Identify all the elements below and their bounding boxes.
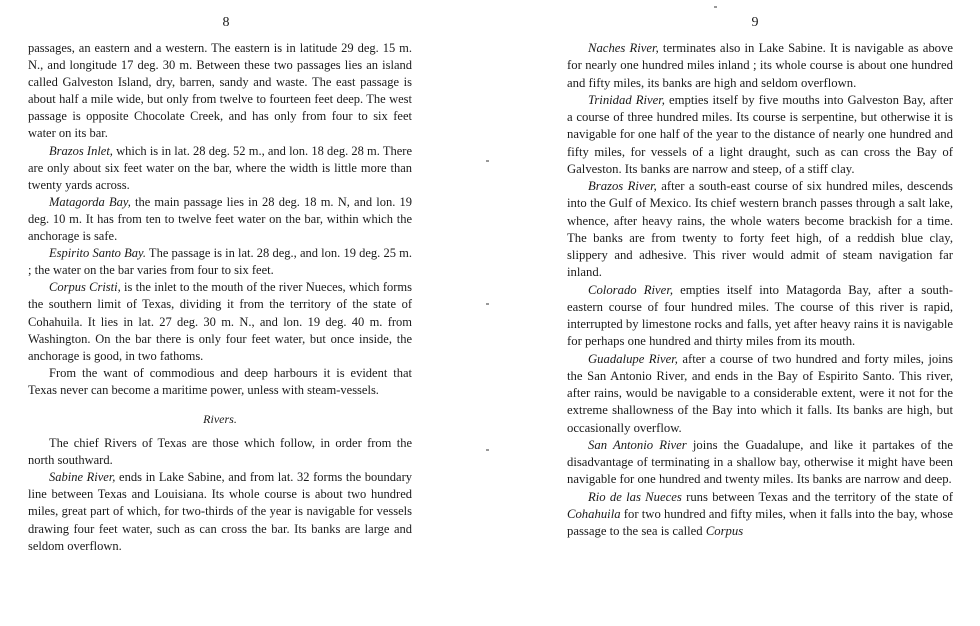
paragraph-text: after a south-east course of six hundred miles, descends into the Gulf of Mexico. Its chief western branch passes through a salt lake, whence, after heavy rains, the whole waters become brackish for a time. The banks are from twenty to forty feet high, of a reddish blue clay, slippery and adhesive. This river would admit of steam navigation far inland. — [567, 179, 953, 280]
paragraph-text: which is in lat. 28 deg. 52 m., and lon. 18 deg. 28 m. There are only about six feet water on the bar, where the width is little more than twenty yards across. — [28, 143, 412, 192]
gutter-speck — [486, 303, 489, 305]
river-name: Colorado River, — [588, 282, 674, 297]
place-name: Matagorda Bay, — [49, 194, 131, 209]
right-page — [490, 0, 980, 626]
paragraph-text: empties itself by five mouths into Galveston Bay, after a course of three hundred miles. Its course is serpentine, but otherwise it is navigable for one half of the year to the distance of nearly one hundred and fifty miles, for vessels of a light draught, such as can cross the Bay of Galveston. Its banks are narrow and steep, of a stiff clay. — [567, 92, 953, 176]
right-text-column — [567, 40, 953, 540]
river-name: Trinidad River, — [588, 92, 665, 107]
paragraph-brazos-inlet — [28, 143, 412, 194]
gutter-speck — [486, 160, 489, 162]
paragraph-rio-de-las-nueces — [567, 489, 953, 541]
left-text-column — [28, 40, 412, 555]
section-heading-rivers: Rivers. — [203, 411, 237, 426]
paragraph-colorado-river — [567, 282, 953, 351]
page-number-left: 8 — [222, 15, 230, 30]
river-name: San Antonio River — [588, 437, 687, 452]
paragraph-matagorda-bay — [28, 194, 412, 245]
river-name: Naches River, — [588, 41, 659, 55]
river-name: Brazos River, — [588, 179, 657, 193]
paragraph-text: is the inlet to the mouth of the river Nueces, which forms the southern limit of Texas, dividing it from the territory of the state of Cohahuila. It lies in lat. 27 deg. 30 m. N., and lon. 19 deg. 40 m. from Washington. On the bar there is only four feet water, but once inside, the anchorage is good, in two fathoms. — [28, 280, 412, 363]
state-name: Cohahuila — [567, 506, 621, 521]
paragraph-passages: passages, an eastern and a western. The eastern is in latitude 29 deg. 15 m. N., and longitude 17 deg. 30 m. Between these two passages lies an island called Galveston Island, dry, barren, sandy and waste. The east passage is about half a mile wide, but only from twelve to fourteen feet deep. The west passage is opposite Chocolate Creek, and has only from four to six feet water on its bar. — [28, 41, 412, 141]
gutter-speck — [486, 449, 489, 451]
paragraph-text: terminates also in Lake Sabine. It is navigable as above for nearly one hundred miles inland ; its whole course is about one hundred and fifty miles, its banks are high and seldom overflown. — [567, 41, 954, 90]
place-name: Corpus Cristi, — [49, 280, 121, 295]
paragraph-text: The passage is in lat. 28 deg., and lon. 19 deg. 25 m. ; the water on the bar varies from four to six feet. — [28, 246, 412, 278]
paragraph-brazos-river — [567, 178, 953, 282]
paragraph-text: joins the Guadalupe, and like it partakes of the disadvantage of terminating in a shallow bay, otherwise it might have been navigable for one hundred and twenty miles. Its banks are narrow and deep. — [567, 437, 953, 487]
paragraph-guadalupe-river — [567, 351, 953, 437]
place-name: Corpus — [705, 524, 744, 538]
paragraph-corpus-cristi — [28, 279, 412, 364]
paragraph-text: ends in Lake Sabine, and from lat. 32 forms the boundary line between Texas and Louisiana. Its whole course is about two hundred miles, great part of which, for two-thirds of the year is navigable for vessels drawing four feet water, such as can cross the bar. Its banks are large and seldom overflown. — [28, 470, 412, 553]
place-name: Brazos Inlet, — [49, 143, 113, 158]
paragraph-text: the main passage lies in 28 deg. 18 m. N, and lon. 19 deg. 10 m. It has from ten to twelve feet water on the bar, within which the anchorage is safe. — [28, 194, 412, 244]
paragraph-naches-river — [567, 40, 953, 92]
paragraph-text: runs between Texas and the territory of the state of — [681, 489, 953, 504]
paragraph-text: after a course of two hundred and forty miles, joins the San Antonio River, and ends in the Bay of Espirito Santo. This river, after rains, would be navigable to a considerable extent, were it not for the extreme shallowness of the Bay into which it falls. Its banks are high, but occasionally overflow. — [567, 351, 953, 435]
left-page — [0, 0, 470, 626]
paragraph-harbours: From the want of commodious and deep harbours it is evident that Texas never can become a maritime power, unless with steam-vessels. — [28, 365, 412, 397]
paragraph-san-antonio-river — [567, 437, 953, 489]
paragraph-sabine-river — [28, 469, 412, 554]
river-name: Sabine River, — [49, 470, 116, 485]
paragraph-espirito-santo — [28, 245, 412, 279]
river-name: Guadalupe River, — [588, 351, 678, 366]
paragraph-text: empties itself into Matagorda Bay, after a south-eastern course of four hundred miles. The course of this river is rapid, interrupted by limestone rocks and falls, yet after heavy rains it is navigable for perhaps one hundred and thirty miles from its mouth. — [567, 282, 953, 349]
paragraph-rivers-intro: The chief Rivers of Texas are those which follow, in order from the north southward. — [28, 436, 412, 468]
paragraph-text: for two hundred and fifty miles, when it falls into the bay, whose passage to the sea is called — [567, 506, 953, 538]
river-name: Rio de las Nueces — [588, 489, 682, 504]
place-name: Espirito Santo Bay. — [49, 246, 146, 261]
paragraph-trinidad-river — [567, 92, 953, 178]
page-number-right: 9 — [751, 15, 759, 30]
